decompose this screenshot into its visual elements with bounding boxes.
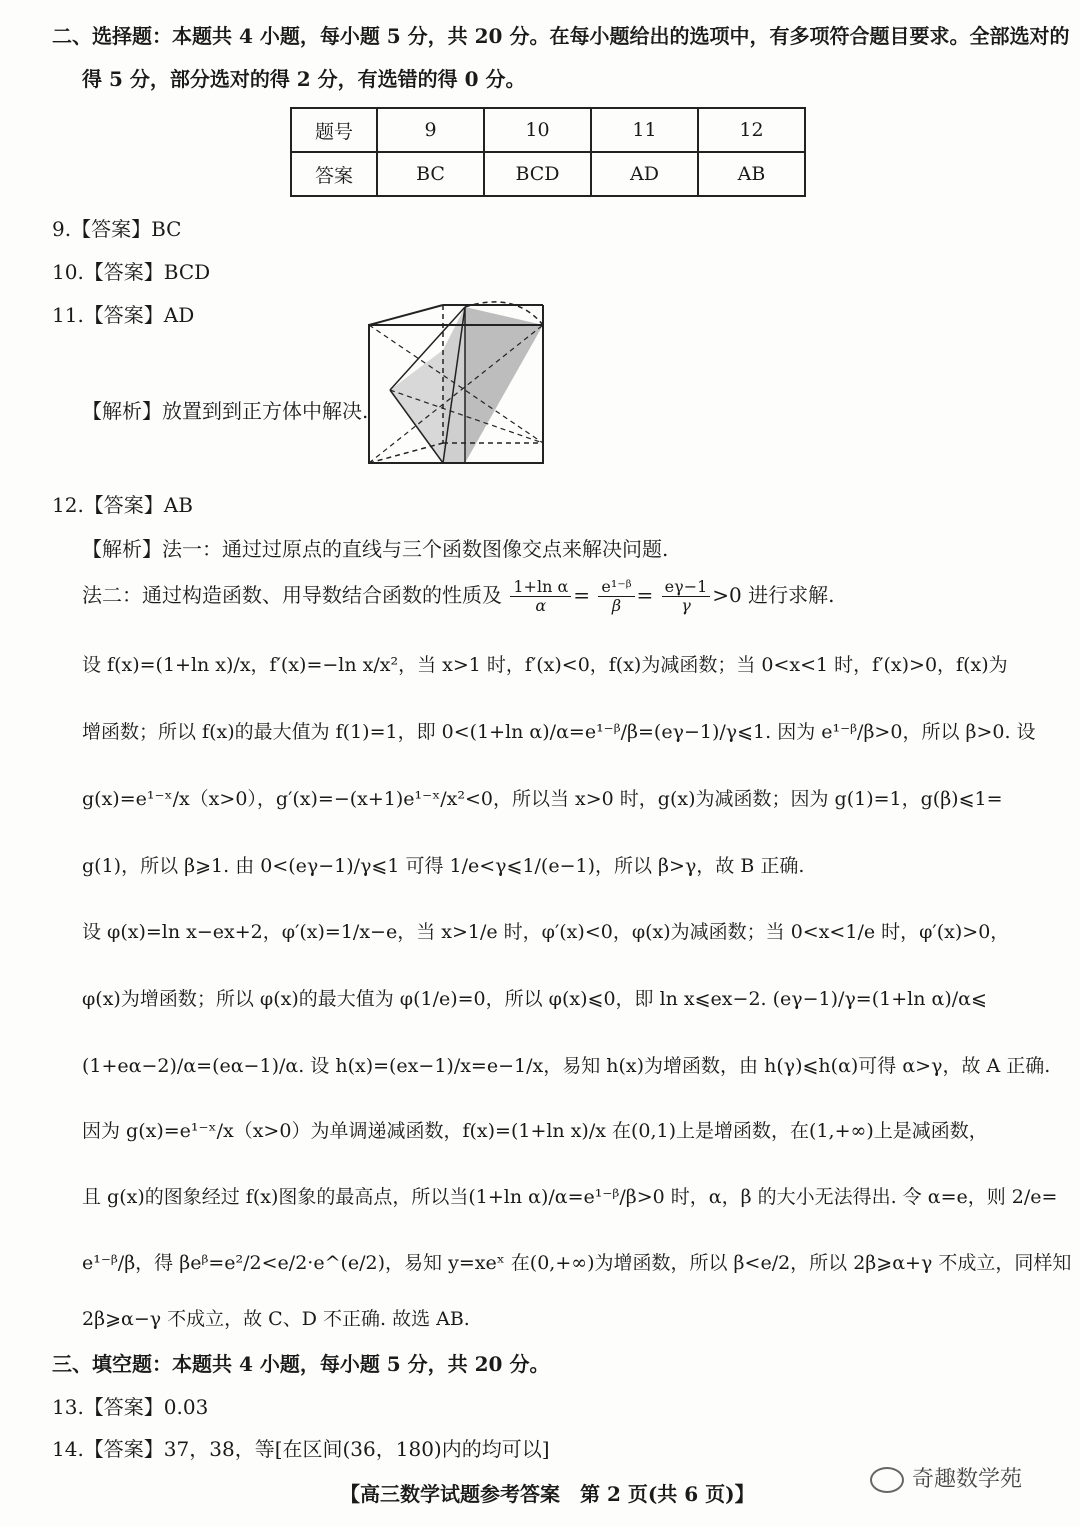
table-cell: 答案 bbox=[291, 152, 377, 196]
solution-line: (1+eα−2)/α=(eα−1)/α. 设 h(x)=(ex−1)/x=e−1/x，易知 h(x)为增函数，由 h(γ)⩽h(α)可得 α>γ，故 A 正确. bbox=[82, 1055, 1051, 1077]
answer-q12: 12.【答案】AB bbox=[52, 493, 193, 517]
table-cell: BCD bbox=[484, 152, 591, 196]
table-cell: 9 bbox=[377, 108, 484, 152]
fraction: $\frac{e\gamma-1}{\gamma}$ bbox=[662, 578, 711, 615]
page-footer: 【高三数学试题参考答案 第 2 页(共 6 页)】 bbox=[340, 1482, 755, 1506]
section3-heading: 三、填空题：本题共 4 小题，每小题 5 分，共 20 分。 bbox=[52, 1352, 550, 1376]
q12-method1: 【解析】法一：通过过原点的直线与三个函数图像交点来解决问题. bbox=[82, 537, 669, 561]
watermark bbox=[870, 1462, 1022, 1493]
solution-line: g(x)=e¹⁻ˣ/x（x>0），g′(x)=−(x+1)e¹⁻ˣ/x²<0，所以当 x>0 时，g(x)为减函数；因为 g(1)=1，g(β)⩽1= bbox=[82, 788, 1003, 810]
solution-line: 2β⩾α−γ 不成立，故 C、D 不正确. 故选 AB. bbox=[82, 1308, 470, 1330]
section2-heading-line1: 二、选择题：本题共 4 小题，每小题 5 分，共 20 分。在每小题给出的选项中，有多项符合题目要求。全部选对的 bbox=[52, 24, 1070, 48]
solution-line: 且 g(x)的图象经过 f(x)图象的最高点，所以当(1+ln α)/α=e¹⁻ᵝ/β>0 时，α，β 的大小无法得出. 令 α=e，则 2/e= bbox=[82, 1186, 1058, 1208]
section2-heading-line2: 得 5 分，部分选对的得 2 分，有选错的得 0 分。 bbox=[82, 67, 526, 91]
solution-line: g(1)，所以 β⩾1. 由 0<(eγ−1)/γ⩽1 可得 1/e<γ⩽1/(e−1)，所以 β>γ，故 B 正确. bbox=[82, 855, 805, 877]
table-cell: 题号 bbox=[291, 108, 377, 152]
solution-line: 设 φ(x)=ln x−ex+2，φ′(x)=1/x−e，当 x>1/e 时，φ′(x)<0，φ(x)为减函数；当 0<x<1/e 时，φ′(x)>0， bbox=[82, 921, 1010, 943]
table-row bbox=[291, 152, 805, 196]
table-cell: 12 bbox=[698, 108, 805, 152]
table-cell: AB bbox=[698, 152, 805, 196]
solution-line: 设 f(x)=(1+ln x)/x，f′(x)=−ln x/x²，当 x>1 时，f′(x)<0，f(x)为减函数；当 0<x<1 时，f′(x)>0，f(x)为 bbox=[82, 654, 1008, 676]
q12-method2-pre: 法二：通过构造函数、用导数结合函数的性质及 bbox=[82, 583, 502, 607]
fraction: $\frac{\text{1+ln α}}{\alpha}$ bbox=[510, 578, 571, 615]
q11-analysis: 【解析】放置到到正方体中解决. bbox=[82, 399, 369, 423]
q12-method2-post: 进行求解. bbox=[748, 583, 835, 607]
watermark-text: 奇趣数学苑 bbox=[912, 1467, 1023, 1492]
answer-q10: 10.【答案】BCD bbox=[52, 260, 211, 284]
table-cell: 10 bbox=[484, 108, 591, 152]
table-cell: AD bbox=[591, 152, 698, 196]
cube-diagram bbox=[365, 295, 550, 470]
solution-line: e¹⁻ᵝ/β，得 βeᵝ=e²/2<e/2·e^(e/2)，易知 y=xeˣ 在(0,+∞)为增函数，所以 β<e/2，所以 2β⩾α+γ 不成立，同样知 bbox=[82, 1252, 1072, 1274]
table-row bbox=[291, 108, 805, 152]
answer-q13: 13.【答案】0.03 bbox=[52, 1395, 209, 1419]
wechat-icon bbox=[870, 1467, 904, 1493]
solution-line: 增函数；所以 f(x)的最大值为 f(1)=1，即 0<(1+ln α)/α=e¹⁻ᵝ/β=(eγ−1)/γ⩽1. 因为 e¹⁻ᵝ/β>0，所以 β>0. 设 bbox=[82, 721, 1036, 743]
q12-method2: 法二：通过构造函数、用导数结合函数的性质及 $\frac{\text{1+ln α}}{\alpha}$ = $\frac{\text{e¹⁻ᵝ}}{\beta}$ = $\frac{e\gamma-1}{\gamma}$ >0 进行求解. bbox=[82, 577, 835, 615]
table-cell: BC bbox=[377, 152, 484, 196]
answer-q11: 11.【答案】AD bbox=[52, 303, 195, 327]
fraction: $\frac{\text{e¹⁻ᵝ}}{\beta}$ bbox=[598, 578, 634, 615]
table-cell: 11 bbox=[591, 108, 698, 152]
solution-line: φ(x)为增函数；所以 φ(x)的最大值为 φ(1/e)=0，所以 φ(x)⩽0，即 ln x⩽ex−2. (eγ−1)/γ=(1+ln α)/α⩽ bbox=[82, 988, 987, 1010]
answer-table bbox=[290, 107, 806, 197]
answer-q9: 9.【答案】BC bbox=[52, 217, 182, 241]
solution-line: 因为 g(x)=e¹⁻ˣ/x（x>0）为单调递减函数，f(x)=(1+ln x)/x 在(0,1)上是增函数，在(1,+∞)上是减函数， bbox=[82, 1120, 988, 1142]
answer-q14: 14.【答案】37，38，等[在区间(36，180)内的均可以] bbox=[52, 1437, 550, 1461]
